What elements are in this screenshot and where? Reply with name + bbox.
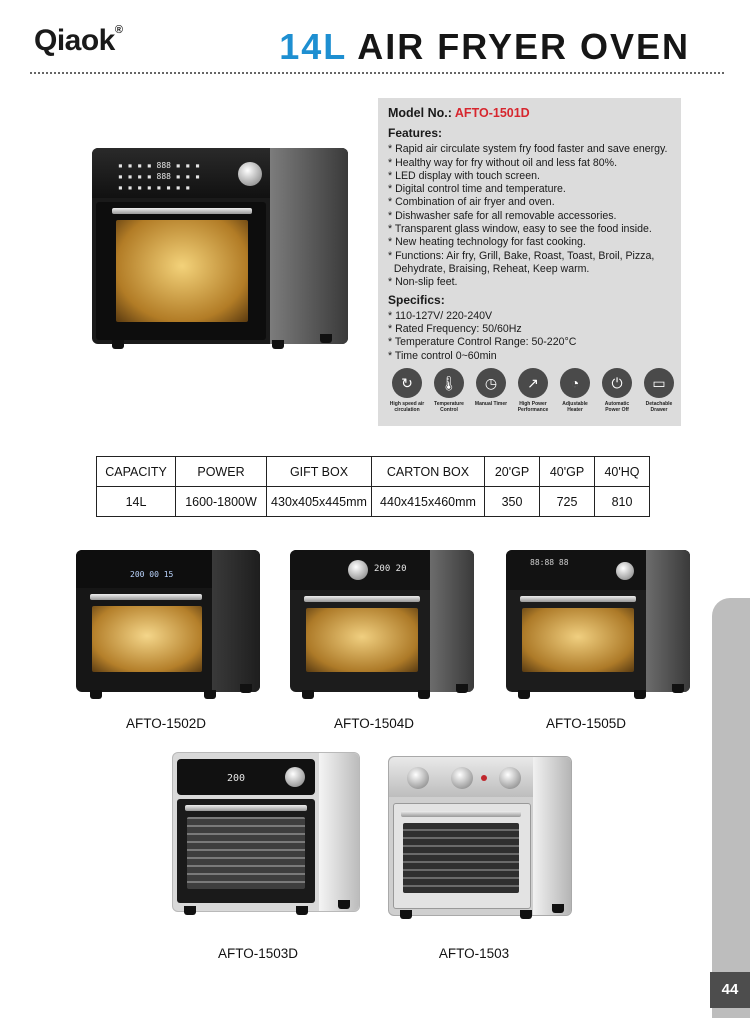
oven-display: 200 20 <box>374 564 407 574</box>
heater-gauge-icon: ◔ <box>560 368 590 398</box>
page-side-tab <box>712 598 750 1018</box>
product-model-label: AFTO-1504D <box>333 716 415 731</box>
spec-panel <box>378 98 681 426</box>
feature-item: * Rapid air circulate system fry food faster and save energy. <box>388 143 668 156</box>
product-model-label: AFTO-1505D <box>545 716 627 731</box>
product-image-afto-1505d <box>506 550 690 692</box>
product-image-afto-1504d <box>290 550 474 692</box>
feature-item: * LED display with touch screen. <box>388 169 540 182</box>
thermometer-icon: 🌡 <box>434 368 464 398</box>
table-header-cell: POWER <box>176 457 267 487</box>
feature-icon-item <box>388 368 426 413</box>
table-cell: 440x415x460mm <box>372 487 485 517</box>
model-line <box>388 107 530 120</box>
feature-item: Dehydrate, Braising, Reheat, Keep warm. <box>388 262 590 275</box>
icon-label: Temperature Control <box>434 401 464 413</box>
table-cell: 1600-1800W <box>176 487 267 517</box>
product-image-afto-1503 <box>388 756 572 916</box>
product-image-afto-1503d <box>172 752 360 912</box>
feature-item: * Transparent glass window, easy to see the food inside. <box>388 223 652 236</box>
features-heading: Features: <box>388 126 443 140</box>
table-cell: 350 <box>485 487 540 517</box>
table-header-cell: GIFT BOX <box>267 457 372 487</box>
table-cell: 810 <box>595 487 650 517</box>
table-header-cell: 40'HQ <box>595 457 650 487</box>
product-model-label: AFTO-1503 <box>438 946 510 961</box>
header-divider <box>30 72 724 74</box>
title-text: AIR FRYER OVEN <box>357 26 690 67</box>
table-header-row <box>97 457 650 487</box>
oven-display: 88:88 88 <box>530 558 569 567</box>
brand-logo <box>34 24 122 58</box>
page-title <box>279 26 690 68</box>
features-block <box>388 127 668 363</box>
feature-icon-item <box>556 368 594 413</box>
air-circulation-icon: ↻ <box>392 368 422 398</box>
table-header-cell: 40'GP <box>540 457 595 487</box>
feature-item: * Non-slip feet. <box>388 276 458 289</box>
feature-icon-item <box>598 368 636 413</box>
spec-table <box>96 456 650 517</box>
model-number: AFTO-1501D <box>454 106 530 120</box>
specific-item: * Temperature Control Range: 50-220°C <box>388 336 577 349</box>
icon-label: High speed air circulation <box>389 401 425 413</box>
specifics-list <box>388 310 668 363</box>
icon-label: Detachable Drawer <box>645 401 673 413</box>
model-label: Model No.: <box>388 106 452 120</box>
features-list <box>388 143 668 289</box>
table-cell: 430x405x445mm <box>267 487 372 517</box>
product-image-afto-1502d <box>76 550 260 692</box>
power-off-icon: ⏻ <box>602 368 632 398</box>
feature-icon-item <box>472 368 510 413</box>
table-header-cell: CAPACITY <box>97 457 176 487</box>
specifics-heading: Specifics: <box>388 292 445 307</box>
hero-oven-image: ▪ ▪ ▪ ▪ 888 ▪ ▪ ▪ ▪ ▪ ▪ ▪ 888 ▪ ▪ ▪ ▪ ▪ ▪ ▪ ▪ ▪ ▪ ▪ <box>92 148 348 344</box>
power-graph-icon: ↗ <box>518 368 548 398</box>
oven-display: 200 00 15 <box>130 570 174 579</box>
icon-label: High Power Performance <box>517 401 549 413</box>
feature-icon-item <box>640 368 678 413</box>
specific-item: * 110-127V/ 220-240V <box>388 309 493 322</box>
feature-item: * Combination of air fryer and oven. <box>388 196 555 209</box>
table-cell: 14L <box>97 487 176 517</box>
feature-item: * New heating technology for fast cooking. <box>388 236 586 249</box>
drawer-icon: ▭ <box>644 368 674 398</box>
specific-item: * Time control 0~60min <box>388 349 497 362</box>
feature-icons-row <box>388 368 678 413</box>
product-model-label: AFTO-1503D <box>217 946 299 961</box>
feature-icon-item <box>514 368 552 413</box>
title-capacity: 14L <box>279 26 347 67</box>
table-header-cell: CARTON BOX <box>372 457 485 487</box>
page-number: 44 <box>710 972 750 1008</box>
icon-label: Automatic Power Off <box>604 401 630 413</box>
table-row <box>97 487 650 517</box>
registered-mark: ® <box>114 24 123 36</box>
feature-item: * Digital control time and temperature. <box>388 183 566 196</box>
product-model-label: AFTO-1502D <box>125 716 207 731</box>
table-header-cell: 20'GP <box>485 457 540 487</box>
feature-item: * Dishwasher safe for all removable accessories. <box>388 209 617 222</box>
oven-display: 200 <box>227 773 246 784</box>
specific-item: * Rated Frequency: 50/60Hz <box>388 323 522 336</box>
timer-icon: ◷ <box>476 368 506 398</box>
feature-item: * Healthy way for fry without oil and less fat 80%. <box>388 156 618 169</box>
feature-icon-item <box>430 368 468 413</box>
logo-text: Qiaok <box>34 24 115 57</box>
table-cell: 725 <box>540 487 595 517</box>
icon-label: Manual Timer <box>474 401 508 407</box>
icon-label: Adjustable Heater <box>562 401 588 413</box>
feature-item: * Functions: Air fry, Grill, Bake, Roast, Toast, Broil, Pizza, <box>388 249 655 262</box>
